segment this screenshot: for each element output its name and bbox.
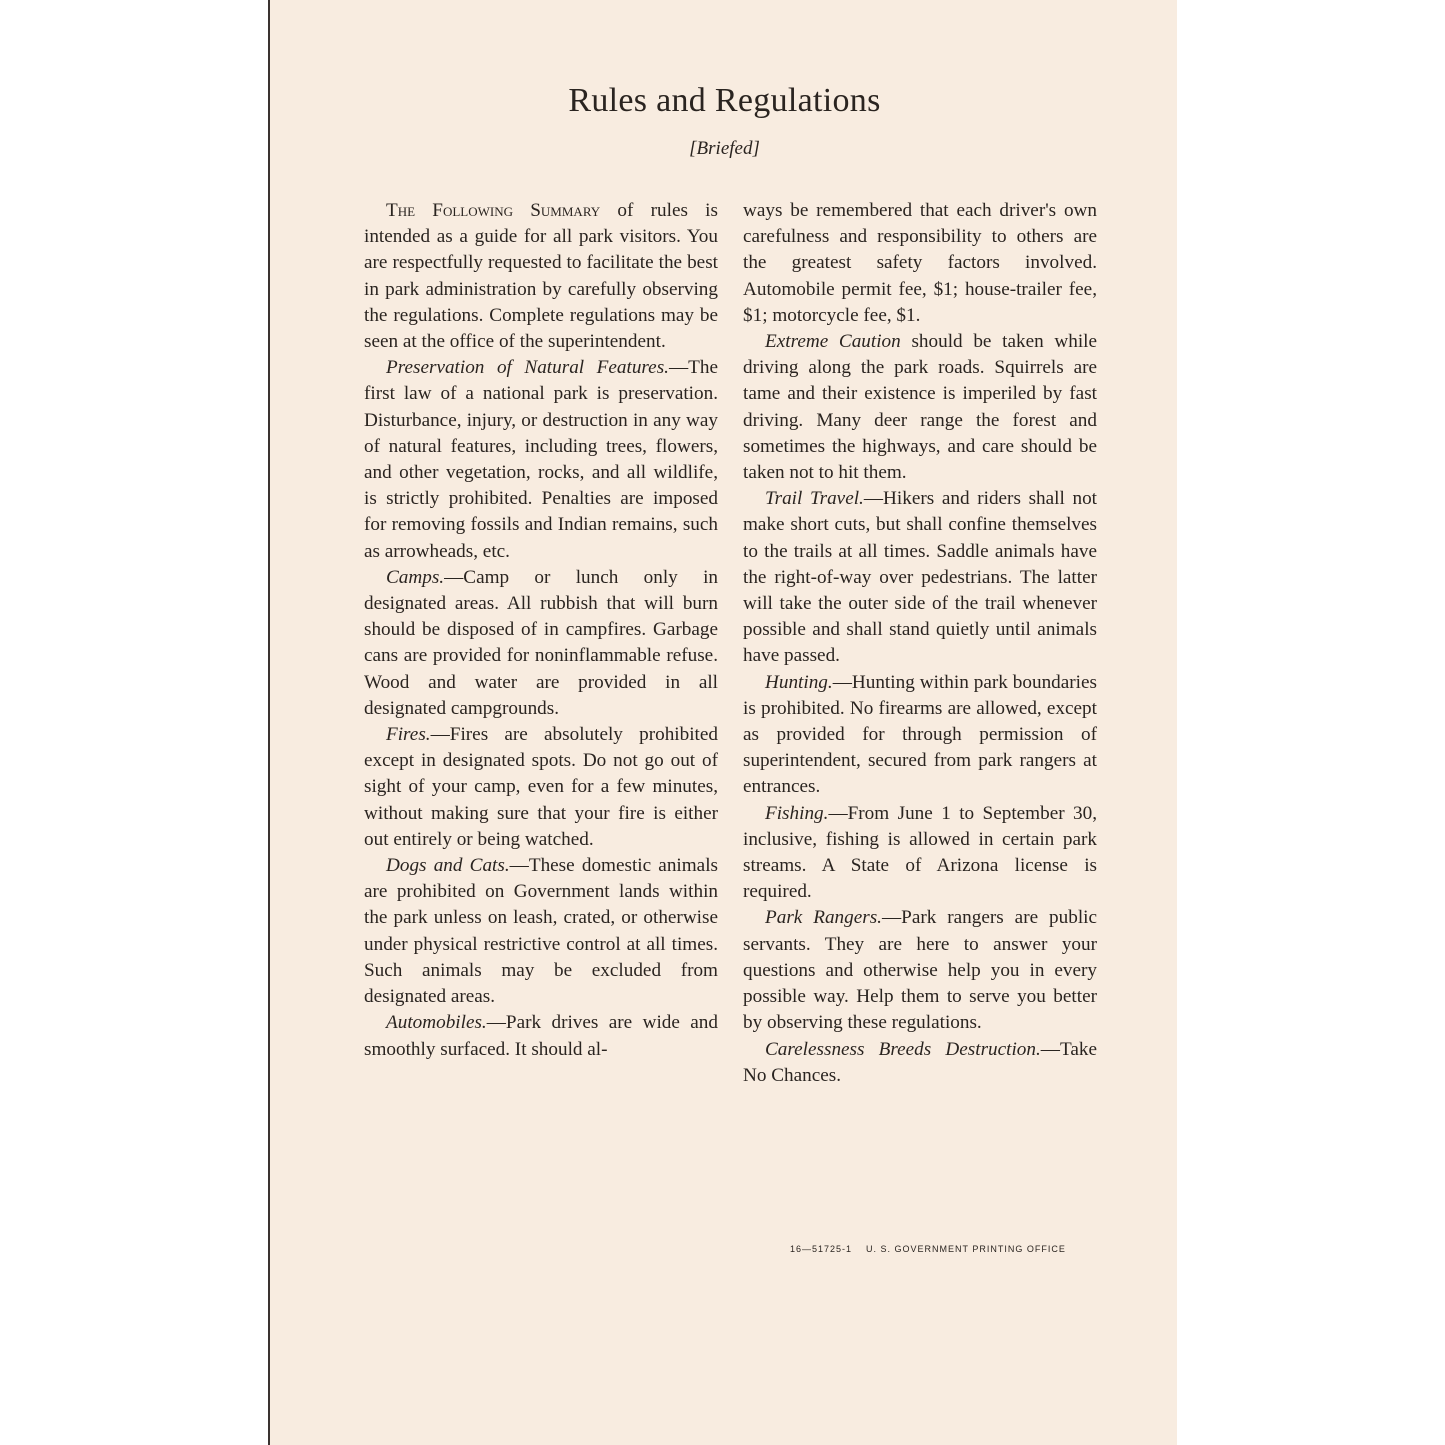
section-text: —Hikers and riders shall not make short cuts, but shall confine themselves to the trails at all times. Saddle animals have the right-of-way over pedestrians. The latter will take the outer side of the trail whenever possible and shall stand quietly until animals have passed.	[743, 488, 1097, 667]
right-column	[743, 198, 1097, 1089]
section-heading: Fires.	[386, 724, 431, 746]
section-extreme-caution	[743, 329, 1097, 486]
left-column	[364, 198, 718, 1063]
section-text: —Take No Chances.	[743, 1038, 1097, 1086]
section-preservation	[364, 355, 718, 565]
section-carelessness	[743, 1037, 1097, 1089]
document-page	[268, 0, 1177, 1445]
section-text: —Fires are absolutely prohibited except in designated spots. Do not go out of sight of your camp, even for a few minutes, without making sure that your fire is either out entirely or being watched.	[364, 724, 718, 850]
section-fires	[364, 722, 718, 853]
section-heading: Carelessness Breeds Destruction.	[765, 1038, 1041, 1060]
section-heading: Fishing.	[765, 802, 829, 824]
section-text: —From June 1 to September 30, inclusive, fishing is allowed in certain park streams. A State of Arizona license is required.	[743, 802, 1097, 903]
intro-lead: The Following Summary	[386, 200, 601, 221]
section-trail-travel	[743, 486, 1097, 669]
section-hunting	[743, 670, 1097, 801]
section-heading: Dogs and Cats.	[386, 855, 510, 877]
section-heading: Extreme Caution	[765, 331, 901, 353]
section-heading: Camps.	[386, 566, 445, 588]
page-title: Rules and Regulations	[568, 82, 881, 119]
section-automobiles-continued: ways be remembered that each driver's own carefulness and responsibility to others are the greatest safety factors involved. Automobile permit fee, $1; house-trailer fee, $1; motorcycle fee, $1.	[743, 200, 1097, 326]
section-text: —The first law of a national park is preservation. Disturbance, injury, or destruction in any way of natural features, including trees, flowers, and other vegetation, rocks, and all wildlife, is strictly prohibited. Penalties are imposed for removing fossils and Indian remains, such as arrowheads, etc.	[364, 357, 718, 562]
section-heading: Park Rangers.	[765, 907, 882, 929]
imprint-code: 16—51725-1	[790, 1244, 853, 1254]
section-heading: Trail Travel.	[765, 488, 864, 510]
section-text: —Park rangers are public servants. They are here to answer your questions and otherwise help you in every possible way. Help them to serve you better by observing these regulations.	[743, 907, 1097, 1034]
section-fishing	[743, 801, 1097, 906]
subtitle-text: [Briefed]	[689, 138, 760, 159]
section-heading: Hunting.	[765, 671, 833, 693]
intro-text: of rules is intended as a guide for all park visitors. You are respectfully requested to facilitate the best in park administration by carefully observing the regulations. Complete regulations may be seen at the office of the superintendent.	[364, 200, 718, 353]
section-text: should be taken while driving along the park roads. Squirrels are tame and their existence is imperiled by fast driving. Many deer range the forest and sometimes the highways, and care should be taken not to hit them.	[743, 331, 1098, 484]
section-automobiles	[364, 1010, 718, 1062]
printer-imprint	[790, 1244, 1080, 1254]
section-text: —Hunting within park boundaries is prohibited. No firearms are allowed, except as provided for through permission of superintendent, secured from park rangers at entrances.	[743, 671, 1097, 798]
section-heading: Preservation of Natural Features.	[386, 357, 669, 379]
page-subtitle	[270, 136, 1179, 162]
intro-paragraph	[364, 198, 718, 355]
section-camps	[364, 565, 718, 722]
section-text: —Park drives are wide and smoothly surfaced. It should al-	[364, 1012, 718, 1060]
section-text: —Camp or lunch only in designated areas. All rubbish that will burn should be disposed of in campfires. Garbage cans are provided for noninflammable refuse. Wood and water are provided in all designated campgrounds.	[364, 566, 718, 719]
section-heading: Automobiles.	[386, 1012, 487, 1034]
section-text: —These domestic animals are prohibited on Government lands within the park unless on leash, crated, or otherwise under physical restrictive control at all times. Such animals may be excluded from designated areas.	[364, 855, 718, 1008]
section-dogs-and-cats	[364, 853, 718, 1010]
section-park-rangers	[743, 905, 1097, 1036]
imprint-office: U. S. GOVERNMENT PRINTING OFFICE	[866, 1244, 1066, 1254]
